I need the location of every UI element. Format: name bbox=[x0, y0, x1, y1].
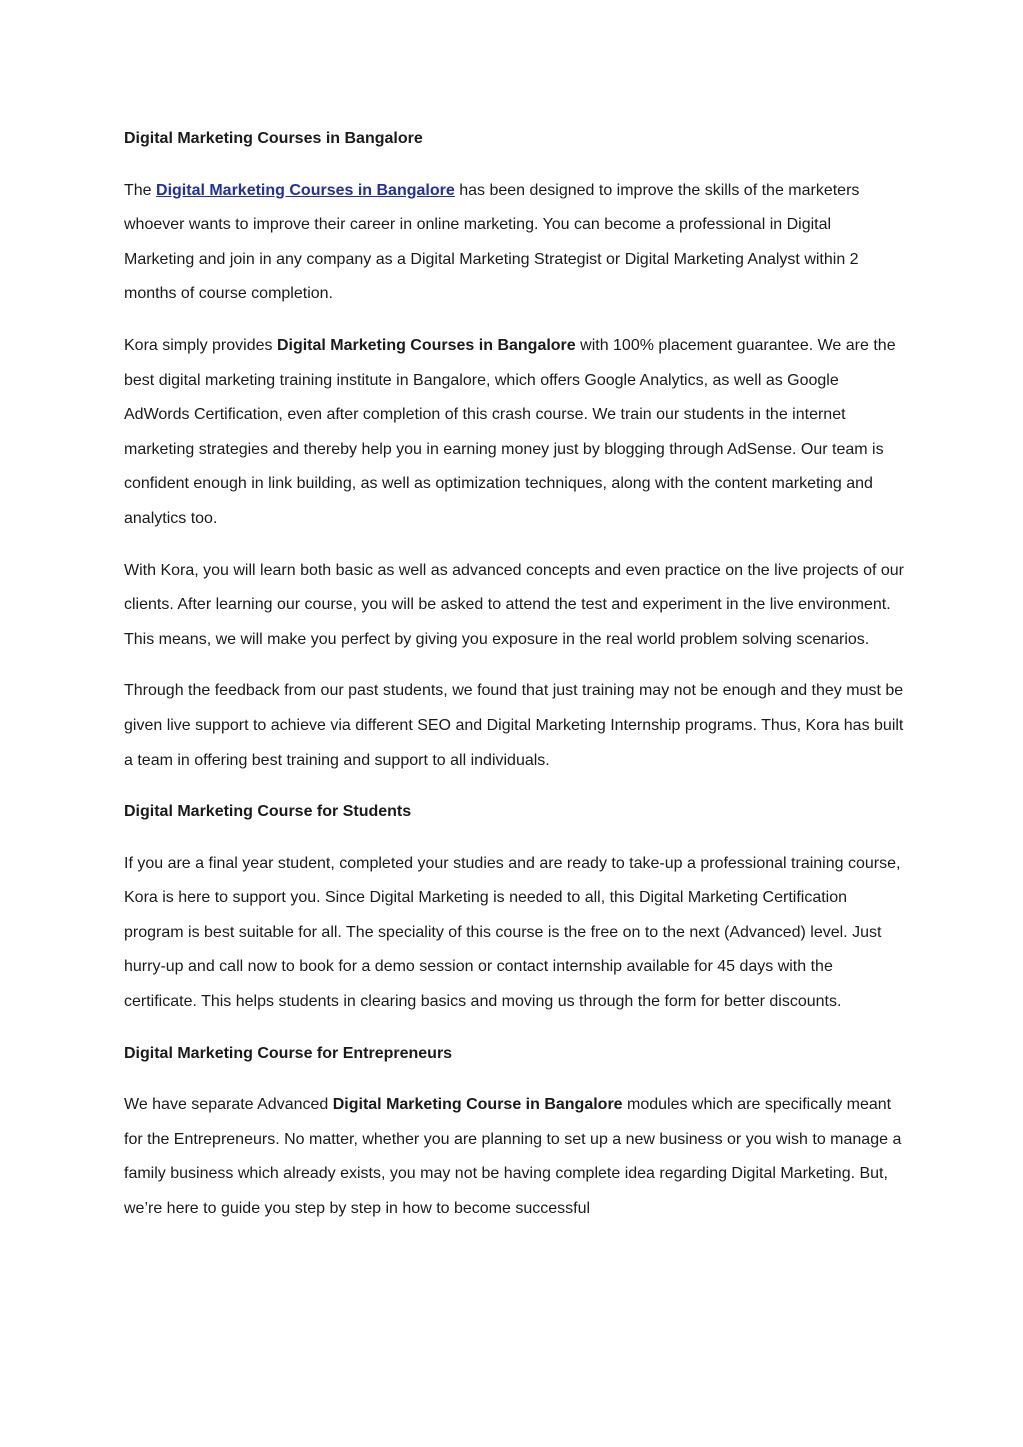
kora-before-bold: Kora simply provides bbox=[124, 336, 277, 354]
entrepreneurs-after-bold: modules which are specifically meant for the Entrepreneurs. No matter, whether you are planning to set up a new business or you wish to manage a family business which already exists, you may not be having complete idea regarding Digital Marketing. But, we’re here to guide you step by step in how to become successful bbox=[124, 1096, 902, 1218]
intro-after-link: has been designed to improve the skills of the marketers whoever wants to improve their career in online marketing. You can become a professional in Digital Marketing and join in any company as a Digital Marketing Strategist or Digital Marketing Analyst within 2 months of course completion. bbox=[124, 181, 860, 303]
entrepreneurs-before-bold: We have separate Advanced bbox=[124, 1096, 333, 1114]
intro-before-link: The bbox=[124, 181, 157, 199]
students-paragraph: If you are a final year student, completed your studies and are ready to take-up a professional training course, Kora is here to support you. Since Digital Marketing is needed to all, this Digital Marketing Certification program is best suitable for all. The speciality of this course is the free on to the next (Advanced) level. Just hurry-up and call now to book for a demo session or contact internship available for 45 days with the certificate. This helps students in clearing basics and moving us through the form for better discounts. bbox=[124, 854, 901, 1011]
entrepreneurs-heading: Digital Marketing Course for Entrepreneurs bbox=[124, 1044, 453, 1062]
students-heading: Digital Marketing Course for Students bbox=[124, 803, 412, 821]
kora-paragraph bbox=[124, 329, 904, 537]
document-page bbox=[124, 122, 904, 1244]
learn-paragraph: With Kora, you will learn both basic as well as advanced concepts and even practice on the live projects of our clients. After learning our course, you will be asked to attend the test and experiment in the live environment. This means, we will make you perfect by giving you exposure in the real world problem solving scenarios. bbox=[124, 561, 904, 648]
courses-link[interactable]: Digital Marketing Courses in Bangalore bbox=[156, 181, 455, 199]
kora-after-bold: with 100% placement guarantee. We are the best digital marketing training institute in Bangalore, which offers Google Analytics, as well as Google AdWords Certification, even after completion of this crash course. We train our students in the internet marketing strategies and thereby help you in earning money just by blogging through AdSense. Our team is confident enough in link building, as well as optimization techniques, along with the content marketing and analytics too. bbox=[124, 336, 896, 527]
kora-bold-phrase: Digital Marketing Courses in Bangalore bbox=[276, 336, 576, 354]
intro-paragraph bbox=[124, 174, 904, 312]
document-title: Digital Marketing Courses in Bangalore bbox=[124, 130, 423, 147]
feedback-paragraph: Through the feedback from our past students, we found that just training may not be enough and they must be given live support to achieve via different SEO and Digital Marketing Internship programs. Thus, Kora has built a team in offering best training and support to all individuals. bbox=[124, 682, 904, 769]
entrepreneurs-bold-phrase: Digital Marketing Course in Bangalore bbox=[332, 1096, 623, 1114]
entrepreneurs-paragraph bbox=[124, 1088, 904, 1226]
